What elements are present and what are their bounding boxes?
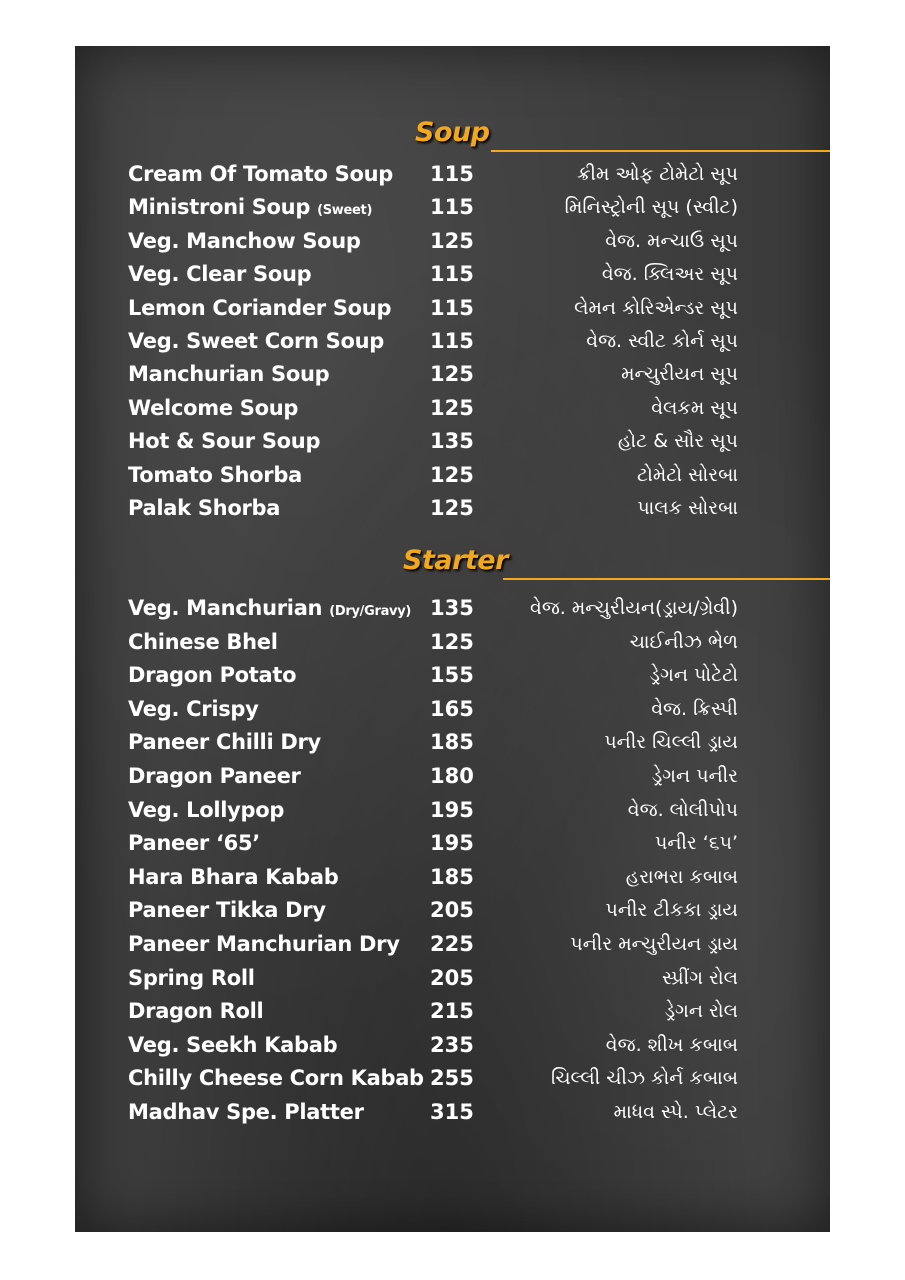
starter-menu-row xyxy=(75,794,830,827)
soup-menu-row xyxy=(75,358,830,391)
item-price: 165 xyxy=(430,696,474,721)
soup-menu-row xyxy=(75,158,830,191)
item-note: (Dry/Gravy) xyxy=(329,604,412,619)
item-name xyxy=(128,425,320,458)
item-price: 195 xyxy=(430,797,474,822)
item-name xyxy=(128,726,321,759)
item-price: 205 xyxy=(430,898,474,923)
item-name-gujarati: પનીર ‘૬૫’ xyxy=(655,832,738,855)
item-name xyxy=(128,1029,337,1062)
item-name-text: Veg. Lollypop xyxy=(128,797,285,822)
item-name-gujarati: વેજ. શીખ કબાબ xyxy=(605,1033,738,1056)
item-name xyxy=(128,659,296,692)
item-name-text: Ministroni Soup xyxy=(128,195,311,220)
starter-menu-row xyxy=(75,827,830,860)
item-name-gujarati: પનીર ચિલ્લી ડ્રાય xyxy=(604,731,738,754)
soup-section-divider xyxy=(491,150,830,152)
item-name-text: Veg. Seekh Kabab xyxy=(128,1032,338,1057)
item-name xyxy=(128,592,411,628)
item-name-gujarati: પનીર ટીકકા ડ્રાય xyxy=(605,899,738,922)
soup-menu-row xyxy=(75,392,830,425)
item-name-gujarati: મન્ચુરીયન સૂપ xyxy=(621,363,738,386)
item-name-gujarati: ચાઈનીઝ ભેળ xyxy=(629,630,738,653)
item-price: 185 xyxy=(430,864,474,889)
menu-board xyxy=(75,46,830,1232)
item-name-gujarati: લેમન કોરિએન્ડર સૂપ xyxy=(574,296,738,319)
item-name-gujarati: ટોમેટો સોરબા xyxy=(637,463,738,486)
item-name-text: Dragon Potato xyxy=(128,663,297,688)
item-name-gujarati: ડ્રેગન રોલ xyxy=(664,1000,738,1023)
item-name-text: Veg. Crispy xyxy=(128,696,259,721)
item-price: 115 xyxy=(430,295,474,320)
item-name-gujarati: પનીર મન્ચુરીયન ડ્રાય xyxy=(570,933,738,955)
starter-menu-row xyxy=(75,693,830,726)
item-name-gujarati: ક્રીમ ઓફ ટોમેટો સૂપ xyxy=(577,163,738,185)
item-name xyxy=(128,693,259,726)
item-name-gujarati: હોટ & સૌર સૂપ xyxy=(617,430,738,453)
item-price: 205 xyxy=(430,965,474,990)
item-price: 125 xyxy=(430,395,474,420)
starter-menu-row xyxy=(75,726,830,759)
item-name xyxy=(128,1062,424,1095)
soup-menu-row xyxy=(75,191,830,224)
item-price: 125 xyxy=(430,629,474,654)
soup-section-title: Soup xyxy=(415,117,490,148)
starter-menu-row xyxy=(75,1062,830,1095)
item-name xyxy=(128,626,278,659)
item-name xyxy=(128,459,302,492)
starter-menu-row xyxy=(75,1096,830,1129)
item-name-text: Paneer Chilli Dry xyxy=(128,730,321,755)
item-name-gujarati: વેજ. મન્ચાઉ સૂપ xyxy=(605,229,738,252)
item-name-gujarati: પાલક સોરબા xyxy=(637,497,738,519)
item-price: 215 xyxy=(430,999,474,1024)
item-name-gujarati: ચિલ્લી ચીઝ કોર્ન કબાબ xyxy=(551,1067,738,1090)
item-price: 255 xyxy=(430,1066,474,1091)
item-price: 225 xyxy=(430,932,474,956)
item-price: 125 xyxy=(430,462,474,487)
item-name-text: Paneer ‘65’ xyxy=(128,831,260,856)
soup-menu-row xyxy=(75,292,830,325)
item-price: 135 xyxy=(430,596,474,620)
starter-menu-row xyxy=(75,659,830,692)
item-name xyxy=(128,292,391,325)
item-name xyxy=(128,191,372,227)
item-name-text: Chinese Bhel xyxy=(128,629,278,654)
item-note: (Sweet) xyxy=(317,203,373,219)
soup-menu-row xyxy=(75,459,830,492)
item-name xyxy=(128,928,400,961)
item-name-text: Tomato Shorba xyxy=(128,462,302,487)
item-name-gujarati: હરાભરા કબાબ xyxy=(625,865,738,888)
item-name-text: Palak Shorba xyxy=(128,496,281,520)
item-name xyxy=(128,392,298,425)
item-price: 115 xyxy=(430,262,474,287)
item-name-text: Paneer Tikka Dry xyxy=(128,898,326,923)
starter-section-title: Starter xyxy=(403,545,508,576)
item-name-gujarati: વેજ. મન્ચુરીયન(ડ્રાય/ગ્રેવી) xyxy=(529,597,738,619)
item-name-text: Veg. Sweet Corn Soup xyxy=(128,329,385,353)
starter-menu-row xyxy=(75,1029,830,1062)
item-name-text: Cream Of Tomato Soup xyxy=(128,162,394,186)
item-name-gujarati: વેજ. લોલીપોપ xyxy=(627,798,738,821)
item-name-text: Veg. Manchow Soup xyxy=(128,228,361,253)
item-name-text: Madhav Spe. Platter xyxy=(128,1100,364,1124)
soup-menu-row xyxy=(75,492,830,525)
starter-section-divider xyxy=(503,578,830,580)
item-name xyxy=(128,258,311,291)
item-name-gujarati: વેજ. ક્રિસ્પી xyxy=(651,697,738,720)
item-name-gujarati: વેજ. ક્લિઅર સૂપ xyxy=(601,263,738,286)
starter-menu-row xyxy=(75,760,830,793)
item-name xyxy=(128,861,338,894)
soup-menu-row xyxy=(75,425,830,458)
item-name-gujarati: ડ્રેગન પોટેટો xyxy=(649,664,738,687)
item-name-text: Spring Roll xyxy=(128,965,255,990)
item-price: 135 xyxy=(430,429,474,454)
item-name xyxy=(128,492,280,525)
item-name-gujarati: વેજ. સ્વીટ કોર્ન સૂપ xyxy=(586,330,738,352)
item-name-gujarati: મિનિસ્ટ્રોની સૂપ (સ્વીટ) xyxy=(564,196,738,219)
item-name-text: Veg. Manchurian xyxy=(128,596,323,620)
item-price: 115 xyxy=(430,195,474,220)
item-name-text: Welcome Soup xyxy=(128,395,299,420)
starter-menu-row xyxy=(75,592,830,625)
item-name-text: Dragon Paneer xyxy=(128,764,301,788)
item-name-text: Lemon Coriander Soup xyxy=(128,295,392,320)
item-name xyxy=(128,225,361,258)
item-name-gujarati: માધવ સ્પે. પ્લેટર xyxy=(613,1101,738,1123)
item-name-gujarati: વેલકમ સૂપ xyxy=(651,396,738,419)
item-name-text: Chilly Cheese Corn Kabab xyxy=(128,1066,424,1091)
item-price: 125 xyxy=(430,228,474,253)
item-price: 125 xyxy=(430,496,474,520)
starter-menu-row xyxy=(75,894,830,927)
item-name-text: Hot & Sour Soup xyxy=(128,429,321,454)
item-price: 115 xyxy=(430,329,474,353)
starter-menu-row xyxy=(75,928,830,961)
starter-menu-row xyxy=(75,626,830,659)
item-name xyxy=(128,962,255,995)
item-name xyxy=(128,794,284,827)
item-price: 155 xyxy=(430,663,474,688)
item-name xyxy=(128,1096,364,1129)
starter-section-header xyxy=(75,542,830,582)
soup-section-header xyxy=(75,114,830,154)
starter-menu-row xyxy=(75,861,830,894)
soup-menu-row xyxy=(75,258,830,291)
item-price: 180 xyxy=(430,764,474,788)
item-name-gujarati: સ્પ્રીંગ રોલ xyxy=(661,966,738,989)
item-name-text: Hara Bhara Kabab xyxy=(128,864,339,889)
item-price: 185 xyxy=(430,730,474,755)
item-name-text: Paneer Manchurian Dry xyxy=(128,932,400,956)
item-name xyxy=(128,158,393,191)
soup-menu-row xyxy=(75,225,830,258)
item-name-gujarati: ડ્રેગન પનીર xyxy=(651,765,738,787)
item-name xyxy=(128,894,326,927)
item-name-text: Dragon Roll xyxy=(128,999,264,1024)
item-price: 235 xyxy=(430,1032,474,1057)
item-price: 315 xyxy=(430,1100,474,1124)
item-name xyxy=(128,995,263,1028)
item-price: 115 xyxy=(430,162,474,186)
soup-menu-row xyxy=(75,325,830,358)
item-name xyxy=(128,827,260,860)
item-name xyxy=(128,358,329,391)
item-name-text: Veg. Clear Soup xyxy=(128,262,312,287)
item-name xyxy=(128,760,301,793)
item-name-text: Manchurian Soup xyxy=(128,362,330,387)
item-price: 195 xyxy=(430,831,474,856)
starter-menu-row xyxy=(75,962,830,995)
starter-menu-row xyxy=(75,995,830,1028)
item-name xyxy=(128,325,384,358)
item-price: 125 xyxy=(430,362,474,387)
